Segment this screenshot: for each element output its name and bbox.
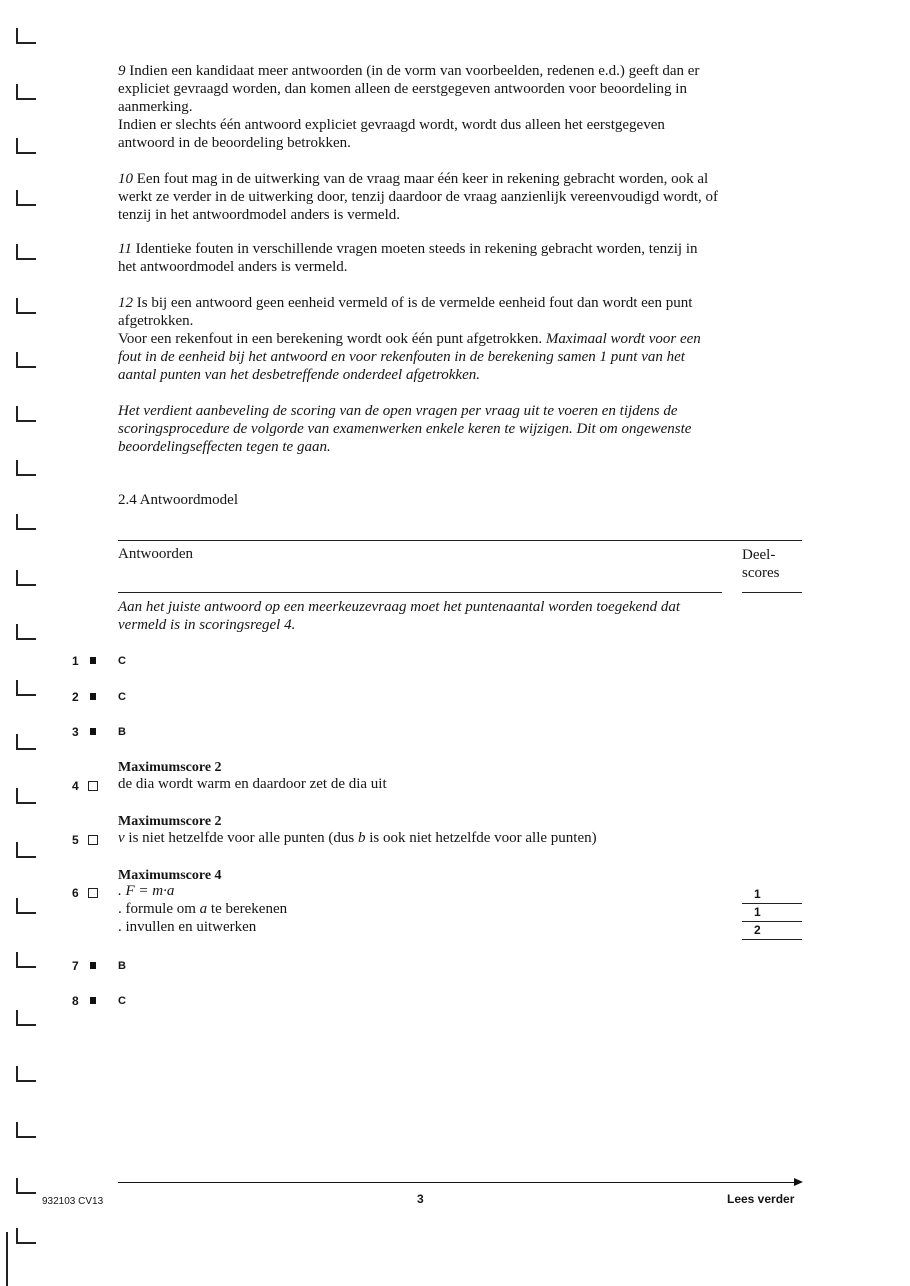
rule-12-para-2 [118,330,718,384]
continue-label: Lees verder [727,1192,795,1206]
binding-marks [0,0,60,1286]
rule-12-para-1 [118,294,718,330]
mc-answer: C [118,655,126,667]
rule-9-para-2: Indien er slechts één antwoord expliciet gevraagd wordt, wordt dus alleen het eerstgegeven antwoord in de beoordeling betrokken. [118,117,665,151]
rule-9-para-1 [118,62,718,116]
column-header-scores [742,546,802,582]
binding-mark [16,352,36,368]
partial-score-value: 1 [754,905,761,919]
mc-square-icon [90,962,96,969]
question-number: 5 [72,833,79,847]
open-answer: de dia wordt warm en daardoor zet de dia uit [118,776,387,792]
partial-score [742,923,802,937]
max-score: Maximumscore 2 [118,760,222,775]
mc-answer: C [118,691,126,703]
scoring-item [118,901,287,918]
question-number: 8 [72,994,79,1008]
rule-11 [118,240,718,276]
partial-score [742,905,802,919]
binding-mark [16,138,36,154]
scoring-item: . invullen en uitwerken [118,919,257,935]
binding-mark [16,1010,36,1026]
binding-mark [16,84,36,100]
rule-text: Een fout mag in de uitwerking van de vraag maar één keer in rekening gebracht worden, ook al werkt ze verder in de uitwerking door, tenzij daardoor de vraag aanzienlijk vereenvoudigd wordt, of tenzij in het antwoordmodel anders is vermeld. [118,171,718,223]
binding-mark [16,460,36,476]
rule-10-para-1 [118,170,718,224]
rule-number: 11 [118,241,132,257]
score-underline [742,903,802,904]
binding-mark [16,1122,36,1138]
partial-score-value: 2 [754,923,761,937]
rule-12 [118,294,718,384]
rule-10 [118,170,718,224]
section-title: 2.4 Antwoordmodel [118,492,238,508]
binding-mark [16,570,36,586]
scoring-item: . F = m·a [118,883,175,899]
mc-square-icon [90,997,96,1004]
table-header-rule-right [742,592,802,593]
binding-mark [16,624,36,640]
binding-mark [16,680,36,696]
rule-text: Identieke fouten in verschillende vragen moeten steeds in rekening gebracht worden, tenzij in het antwoordmodel anders is vermeld. [118,241,698,275]
rule-11-para-1 [118,240,718,276]
variable-v: v [118,830,125,846]
binding-mark [16,190,36,206]
column-header-scores-line-2: scores [742,565,780,581]
binding-mark [16,952,36,968]
binding-mark [16,1066,36,1082]
question-number: 7 [72,959,79,973]
partial-score [742,887,802,901]
answer-part: is niet hetzelfde voor alle punten (dus [124,830,358,846]
mc-answer: B [118,726,126,738]
binding-mark [16,898,36,914]
partial-score-value: 1 [754,887,761,901]
question-number: 4 [72,779,79,793]
column-header-scores-line-1: Deel- [742,547,776,563]
arrow-right-icon [794,1178,803,1186]
binding-mark [16,788,36,804]
binding-mark [16,244,36,260]
binding-mark [16,1178,36,1194]
recommendation: Het verdient aanbeveling de scoring van de open vragen per vraag uit te voeren en tijdens de scoringsprocedure de volgorde van examenwerken enkele keren te wijzigen. Dit om ongewenste beoordelingseffecten tegen te gaan. [118,403,692,455]
binding-mark [16,1228,36,1244]
table-header-rule-left [118,592,722,593]
rule-number: 10 [118,171,133,187]
mc-square-icon [90,657,96,664]
table-top-rule [118,540,802,541]
binding-mark [16,734,36,750]
open-square-icon [88,781,98,791]
rule-text: Is bij een antwoord geen eenheid vermeld of is de vermelde eenheid fout dan wordt een punt afgetrokken. [118,295,693,329]
mc-square-icon [90,728,96,735]
mc-scoring-note: Aan het juiste antwoord op een meerkeuzevraag moet het puntenaantal worden toegekend dat vermeld is in scoringsregel 4. [118,599,681,633]
rule-text: Indien een kandidaat meer antwoorden (in de vorm van voorbeelden, redenen e.d.) geeft dan er expliciet gevraagd worden, dan komen alleen de eerstgegeven antwoorden voor beoordeling in aanmerking. [118,63,700,115]
answer-part: is ook niet hetzelfde voor alle punten) [365,830,597,846]
open-square-icon [88,888,98,898]
rule-number: 9 [118,63,126,79]
question-number: 6 [72,886,79,900]
mc-square-icon [90,693,96,700]
footer-rule [118,1182,798,1183]
variable-a: a [199,901,208,917]
question-number: 1 [72,654,79,668]
max-score: Maximumscore 2 [118,814,222,829]
open-square-icon [88,835,98,845]
question-number: 3 [72,725,79,739]
binding-line [6,1232,8,1286]
open-answer [118,830,597,847]
rule-extra-italic: Maximaal wordt voor een fout in de eenheid bij het antwoord en voor rekenfouten in de berekening samen 1 punt van het aantal punten van het desbetreffende onderdeel afgetrokken. [118,331,701,383]
item-part: te berekenen [207,901,288,917]
item-part: . formule om [118,901,200,917]
binding-mark [16,28,36,44]
rule-number: 12 [118,295,133,311]
score-underline [742,921,802,922]
rule-9 [118,62,718,152]
variable-b: b [357,830,366,846]
rule-extra: Voor een rekenfout in een berekening wordt ook één punt afgetrokken. [118,331,543,347]
score-underline [742,939,802,940]
mc-answer: C [118,995,126,1007]
page-number: 3 [417,1192,424,1206]
max-score: Maximumscore 4 [118,868,222,883]
binding-mark [16,514,36,530]
binding-mark [16,406,36,422]
mc-answer: B [118,960,126,972]
question-number: 2 [72,690,79,704]
binding-mark [16,842,36,858]
column-header-answers: Antwoorden [118,546,193,562]
exam-code: 932103 CV13 [42,1196,104,1207]
binding-mark [16,298,36,314]
